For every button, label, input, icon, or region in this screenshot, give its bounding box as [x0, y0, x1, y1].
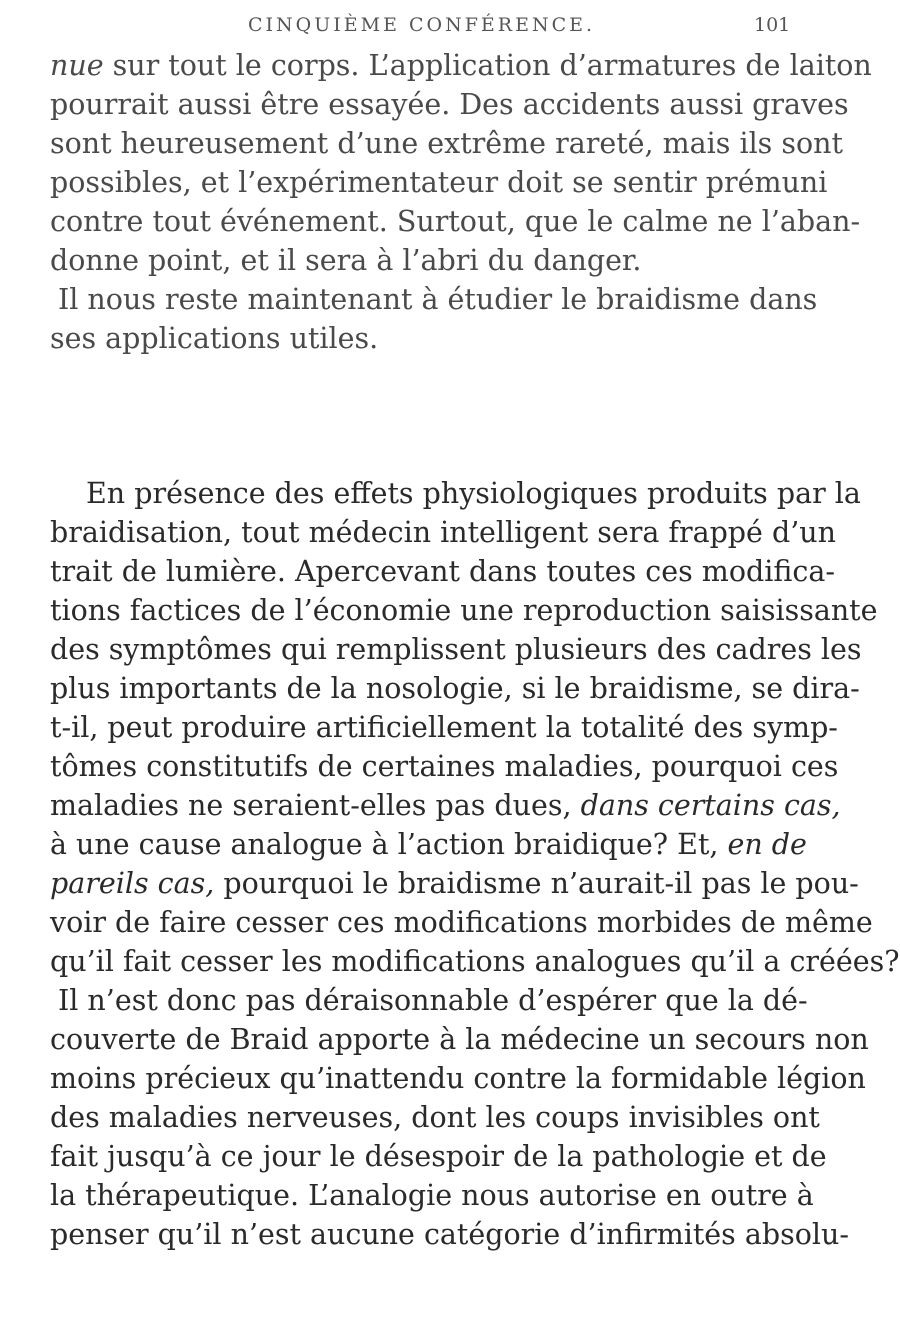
- text-line: [50, 825, 807, 864]
- paragraph-main: [50, 474, 900, 1254]
- running-head: CINQUIÈME CONFÉRENCE.: [248, 14, 596, 36]
- text-line: qu’il fait cesser les modifications analogues qu’il a créées?: [50, 945, 900, 978]
- text-line: tions factices de l’économie une reproduction saisissante: [50, 594, 878, 627]
- text-line: plus importants de la nosologie, si le braidisme, se dira-: [50, 672, 860, 705]
- text-line: Il n’est donc pas déraisonnable d’espérer que la dé-: [58, 984, 808, 1017]
- text-line: fait jusqu’à ce jour le désespoir de la pathologie et de: [50, 1140, 827, 1173]
- text-line: En présence des effets physiologiques produits par la: [86, 477, 861, 510]
- line-text: pourquoi le braidisme n’aurait-il pas le pou-: [214, 867, 859, 900]
- text-line: t-il, peut produire artificiellement la totalité des symp-: [50, 711, 838, 744]
- text-line: penser qu’il n’est aucune catégorie d’infirmités absolu-: [50, 1218, 849, 1251]
- line-text: maladies ne seraient-elles pas dues,: [50, 789, 581, 822]
- line-text: à une cause analogue à l’action braidique? Et,: [50, 828, 728, 861]
- text-line: tômes constitutifs de certaines maladies, pourquoi ces: [50, 750, 839, 783]
- text-line: contre tout événement. Surtout, que le calme ne l’aban-: [50, 205, 861, 238]
- paragraph-continuation: [50, 46, 872, 358]
- italic-text: dans certains cas,: [580, 789, 841, 822]
- text-line: possibles, et l’expérimentateur doit se sentir prémuni: [50, 166, 828, 199]
- text-line: couverte de Braid apporte à la médecine un secours non: [50, 1023, 869, 1056]
- text-line: [50, 786, 841, 825]
- text-line: Il nous reste maintenant à étudier le braidisme dans: [58, 283, 818, 316]
- text-line: sont heureusement d’une extrême rareté, mais ils sont: [50, 127, 843, 160]
- italic-text: nue: [50, 49, 104, 82]
- text-line: pourrait aussi être essayée. Des accidents aussi graves: [50, 88, 849, 121]
- text-line: moins précieux qu’inattendu contre la formidable légion: [50, 1062, 866, 1095]
- text-line: trait de lumière. Apercevant dans toutes ces modifica-: [50, 555, 835, 588]
- text-line: ses applications utiles.: [50, 322, 379, 355]
- italic-text: en de: [727, 828, 807, 861]
- page-number: 101: [754, 14, 791, 36]
- text-line: braidisation, tout médecin intelligent sera frappé d’un: [50, 516, 836, 549]
- text-line: donne point, et il sera à l’abri du danger.: [50, 244, 642, 277]
- text-line: des symptômes qui remplissent plusieurs des cadres les: [50, 633, 862, 666]
- italic-text: pareils cas,: [50, 867, 215, 900]
- text-line: voir de faire cesser ces modifications morbides de même: [50, 906, 873, 939]
- text-line: des maladies nerveuses, dont les coups invisibles ont: [50, 1101, 820, 1134]
- text-line: [50, 864, 859, 903]
- text-line: [50, 46, 872, 85]
- line-text: sur tout le corps. L’application d’armatures de laiton: [103, 49, 872, 82]
- text-line: la thérapeutique. L’analogie nous autorise en outre à: [50, 1179, 814, 1212]
